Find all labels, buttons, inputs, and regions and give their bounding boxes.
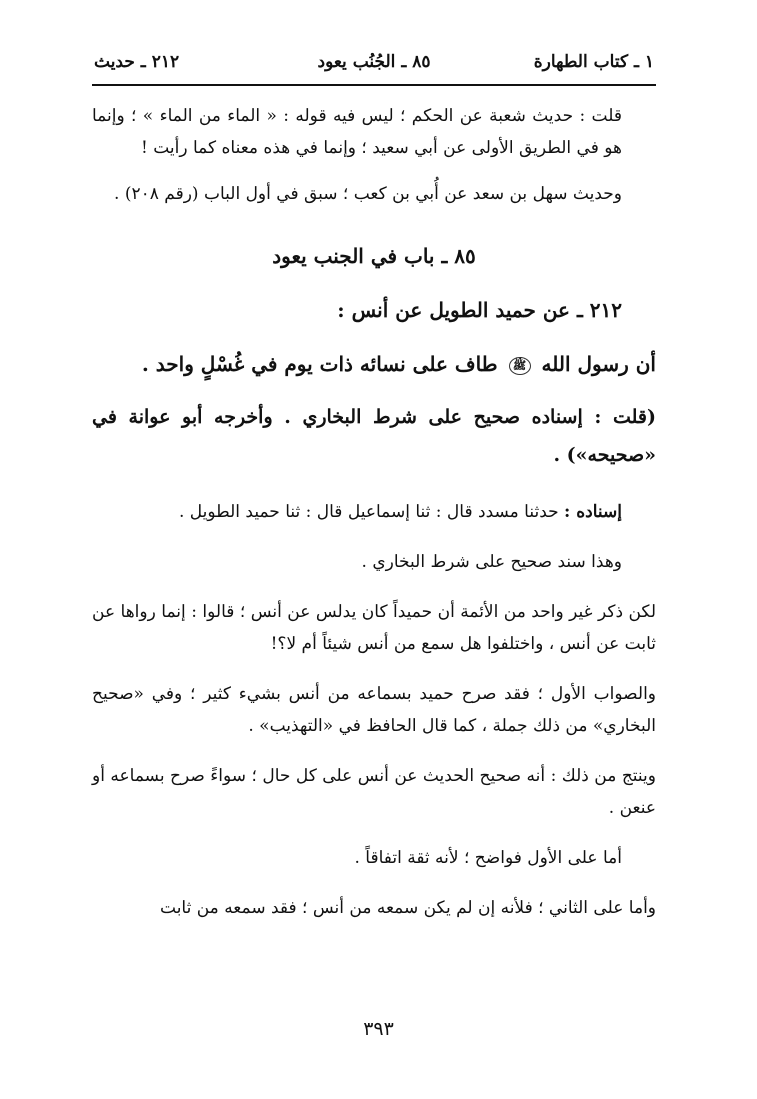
salutation-icon: ﷺ (509, 357, 531, 375)
hadith-text-part-b: طاف على نسائه ذات يوم في غُسْلٍ واحد . (141, 352, 498, 376)
isnad-text: حدثنا مسدد قال : ثنا إسماعيل قال : ثنا حميد الطويل . (178, 502, 559, 522)
isnad-paragraph (92, 496, 656, 528)
hadith-text (92, 348, 656, 380)
chapter-heading: ٨٥ ـ باب في الجنب يعود (272, 244, 476, 268)
header-hadith-number: ٢١٢ ـ حديث (94, 52, 180, 72)
book-page (92, 40, 656, 924)
isnad-label: إسناده : (564, 502, 622, 522)
paragraph-sanad: وهذا سند صحيح على شرط البخاري . (361, 552, 622, 572)
paragraph-yantij: وينتج من ذلك : أنه صحيح الحديث عن أنس على كل حال ؛ سواءً صرح بسماعه أو عنعن . (92, 766, 656, 818)
header-chapter-title: ٨٥ ـ الجُنُب يعود (317, 52, 431, 72)
hadith-heading: ٢١٢ ـ عن حميد الطويل عن أنس : (337, 298, 622, 322)
header-book-title: ١ ـ كتاب الطهارة (533, 52, 654, 72)
running-header (92, 40, 656, 86)
paragraph-awwal: أما على الأول فواضح ؛ لأنه ثقة اتفاقاً . (354, 848, 622, 868)
paragraph-sahl-hadith: وحديث سهل بن سعد عن أُبي بن كعب ؛ سبق في أول الباب (رقم ٢٠٨) . (114, 184, 622, 204)
paragraph-lakin: لكن ذكر غير واحد من الأئمة أن حميداً كان يدلس عن أنس ؛ قالوا : إنما رواها عن ثابت عن أنس ، واختلفوا هل سمع من أنس شيئاً أم لا؟! (92, 602, 656, 654)
paragraph-qult-shuba: قلت : حديث شعبة عن الحكم ؛ ليس فيه قوله : « الماء من الماء » ؛ وإنما هو في الطريق الأولى عن أبي سعيد ؛ وإنما في هذه معناه كما رأيت ! (92, 106, 622, 158)
page-number: ٣٩٣ (363, 1018, 394, 1040)
hadith-text-part-a: أن رسول الله (541, 352, 656, 376)
paragraph-sawab: والصواب الأول ؛ فقد صرح حميد بسماعه من أنس بشيء كثير ؛ وفي «صحيح البخاري» من ذلك جملة ، كما قال الحافظ في «التهذيب» . (92, 684, 656, 736)
grading-note: (قلت : إسناده صحيح على شرط البخاري . وأخرجه أبو عوانة في «صحيحه») . (92, 406, 656, 466)
paragraph-thani: وأما على الثاني ؛ فلأنه إن لم يكن سمعه من أنس ؛ فقد سمعه من ثابت (160, 898, 656, 918)
